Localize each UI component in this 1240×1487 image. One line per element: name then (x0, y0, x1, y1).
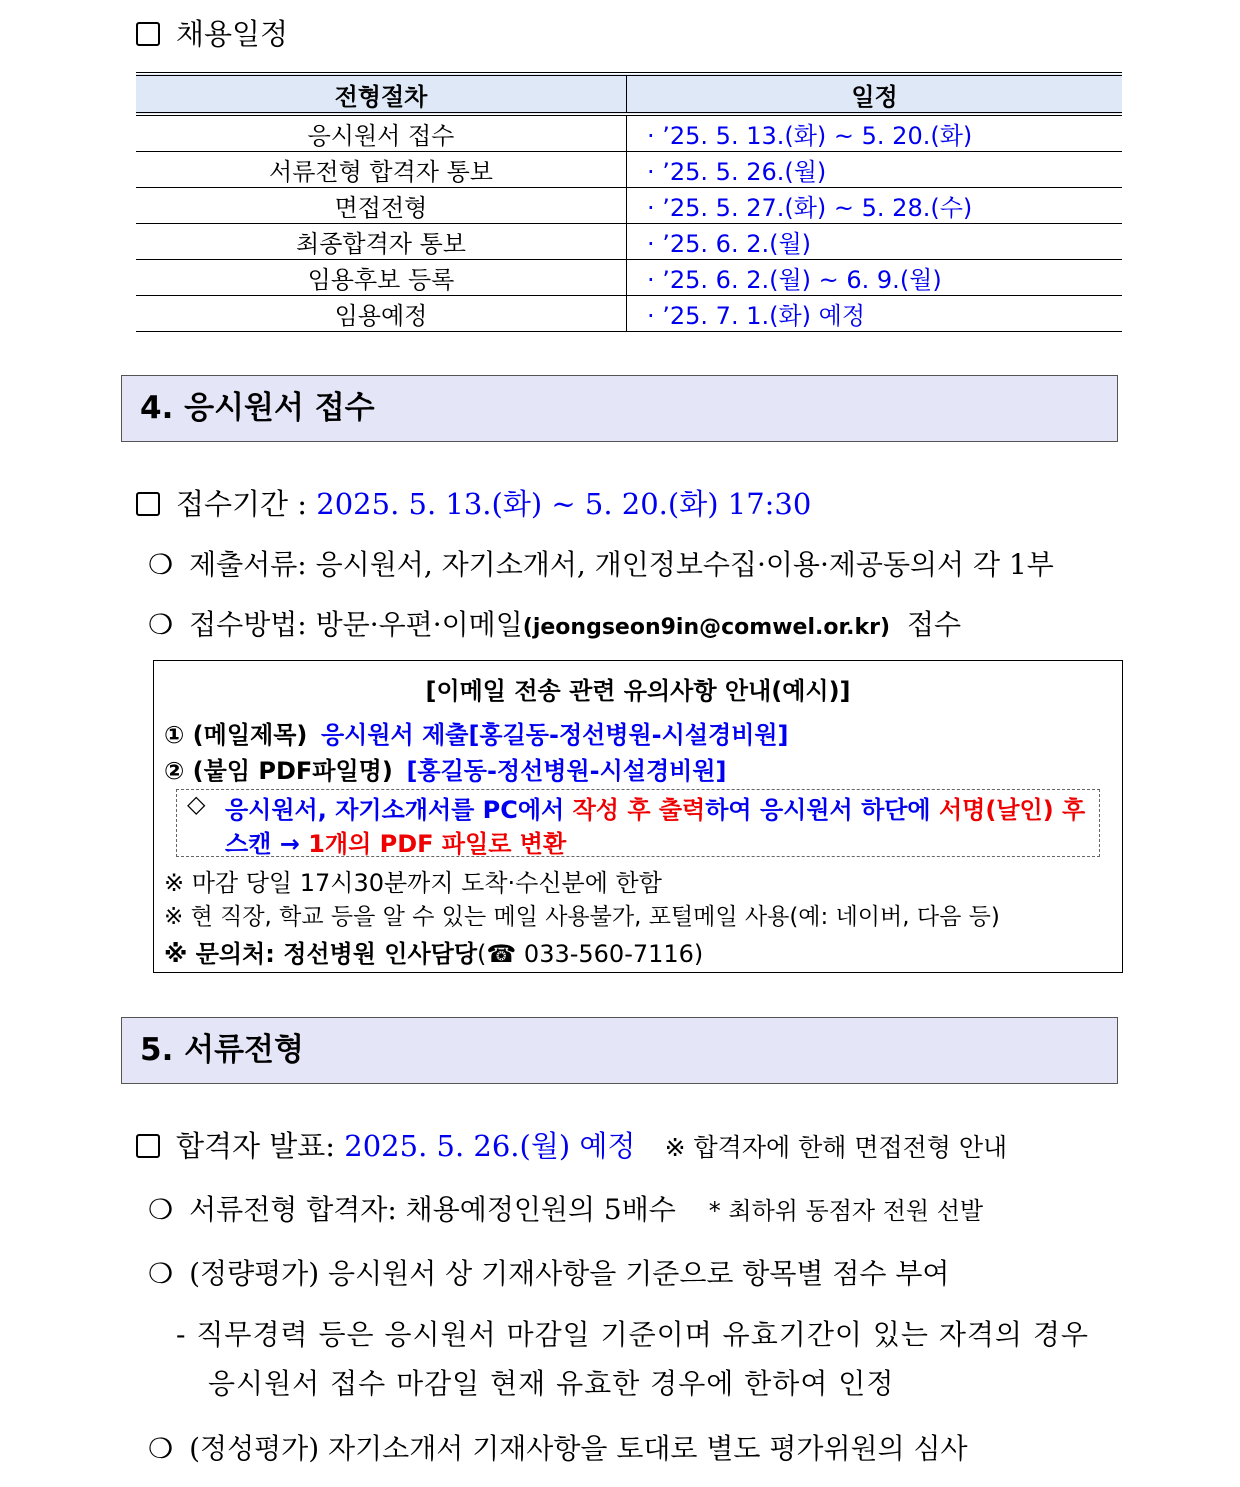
table-row (136, 260, 1122, 296)
inner-text-c: 하여 응시원서 하단에 (705, 796, 939, 824)
table-row (136, 296, 1122, 332)
schedule-heading-text: 채용일정 (176, 17, 289, 51)
item1-text: 서류전형 합격자: 채용예정인원의 5배수 (189, 1193, 676, 1226)
item2-text: (정량평가) 응시원서 상 기재사항을 기준으로 항목별 점수 부여 (189, 1257, 950, 1290)
section-5-title: 5. 서류전형 (121, 1017, 1118, 1084)
period-value: 2025. 5. 13.(화) ~ 5. 20.(화) 17:30 (316, 487, 812, 521)
item1-note: * 최하위 동점자 전원 선발 (708, 1197, 984, 1225)
checkbox-square-icon (136, 1134, 160, 1158)
announce-note: ※ 합격자에 한해 면접전형 안내 (664, 1133, 1008, 1162)
period-label: 접수기간 : (176, 487, 308, 521)
notice-contact (164, 934, 703, 969)
column-header-step: 전형절차 (136, 74, 627, 114)
contact-label: ※ 문의처: 정선병원 인사담당 (164, 940, 478, 968)
item2-value: [홍길동-정선병원-시설경비원] (406, 757, 727, 785)
table-row (136, 152, 1122, 188)
announce-label: 합격자 발표: (176, 1129, 336, 1163)
table-row (136, 114, 1122, 152)
criteria-item-2-sub-2: 응시원서 접수 마감일 현재 유효한 경우에 한하여 인정 (208, 1367, 895, 1400)
table-cell-step: 응시원서 접수 (136, 114, 627, 152)
inner-line-1 (225, 790, 1085, 825)
criteria-item-2-sub-1: - 직무경력 등은 응시원서 마감일 기준이며 유효기간이 있는 자격의 경우 (176, 1318, 1089, 1351)
inner-text-e: 스캔 → (225, 830, 309, 858)
notice-note-1: ※ 마감 당일 17시30분까지 도착·수신분에 한함 (164, 869, 662, 897)
table-row (136, 188, 1122, 224)
bullet-circle-icon: ❍ (148, 548, 174, 581)
table-cell-date: · ’25. 5. 13.(화) ~ 5. 20.(화) (627, 114, 1123, 152)
item3-text: (정성평가) 자기소개서 기재사항을 토대로 별도 평가위원의 심사 (189, 1432, 968, 1465)
item1-value: 응시원서 제출[홍길동-정선병원-시설경비원] (321, 721, 789, 749)
table-cell-step: 면접전형 (136, 188, 627, 224)
checkbox-square-icon (136, 22, 160, 46)
contact-phone: (☎ 033-560-7116) (477, 940, 704, 968)
table-cell-date: · ’25. 6. 2.(월) ~ 6. 9.(월) (627, 260, 1123, 296)
notice-item-1 (164, 715, 789, 750)
table-cell-step: 임용예정 (136, 296, 627, 332)
email-notice-box (153, 660, 1123, 973)
table-cell-date: · ’25. 5. 27.(화) ~ 5. 28.(수) (627, 188, 1123, 224)
inner-line-2 (225, 824, 566, 859)
criteria-item-2 (148, 1252, 949, 1292)
method-suffix: 접수 (906, 608, 962, 641)
table-cell-step: 서류전형 합격자 통보 (136, 152, 627, 188)
bullet-circle-icon: ❍ (148, 1257, 174, 1290)
bullet-circle-icon: ❍ (148, 608, 174, 641)
table-cell-step: 임용후보 등록 (136, 260, 627, 296)
checkbox-square-icon (136, 492, 160, 516)
email-address: (jeongseon9in@comwel.or.kr) (522, 615, 891, 640)
bullet-circle-icon: ❍ (148, 1432, 174, 1465)
table-row (136, 224, 1122, 260)
submission-documents (148, 543, 1054, 583)
item1-label: ① (메일제목) (164, 721, 308, 749)
notice-title: [이메일 전송 관련 유의사항 안내(예시)] (425, 677, 851, 705)
criteria-item-3 (148, 1427, 968, 1467)
criteria-item-1 (148, 1188, 983, 1228)
item2-label: ② (붙임 PDF파일명) (164, 757, 393, 785)
result-announcement (136, 1124, 1007, 1165)
table-cell-step: 최종합격자 통보 (136, 224, 627, 260)
table-header-row (136, 74, 1122, 114)
notice-item-2 (164, 751, 727, 786)
submission-method (148, 603, 961, 643)
inner-text-b: 작성 후 출력 (572, 796, 706, 824)
bullet-circle-icon: ❍ (148, 1193, 174, 1226)
notice-inner-box (176, 789, 1100, 857)
column-header-date: 일정 (627, 74, 1123, 114)
section-4-title: 4. 응시원서 접수 (121, 375, 1118, 442)
inner-text-a: 응시원서, 자기소개서를 PC에서 (225, 796, 573, 824)
table-cell-date: · ’25. 7. 1.(화) 예정 (627, 296, 1123, 332)
schedule-heading (136, 12, 288, 53)
schedule-table (136, 72, 1122, 332)
table-cell-date: · ’25. 5. 26.(월) (627, 152, 1123, 188)
diamond-icon: ◇ (187, 790, 206, 818)
documents-text: 제출서류: 응시원서, 자기소개서, 개인정보수집·이용·제공동의서 각 1부 (189, 548, 1054, 581)
inner-text-f: 1개의 PDF 파일로 변환 (308, 830, 567, 858)
method-text: 접수방법: 방문·우편·이메일 (189, 608, 523, 641)
application-period (136, 482, 811, 523)
notice-note-2: ※ 현 직장, 학교 등을 알 수 있는 메일 사용불가, 포털메일 사용(예: 네이버, 다음 등) (164, 904, 1000, 930)
announce-value: 2025. 5. 26.(월) 예정 (344, 1129, 636, 1163)
table-cell-date: · ’25. 6. 2.(월) (627, 224, 1123, 260)
inner-text-d: 서명(날인) 후 (938, 796, 1086, 824)
